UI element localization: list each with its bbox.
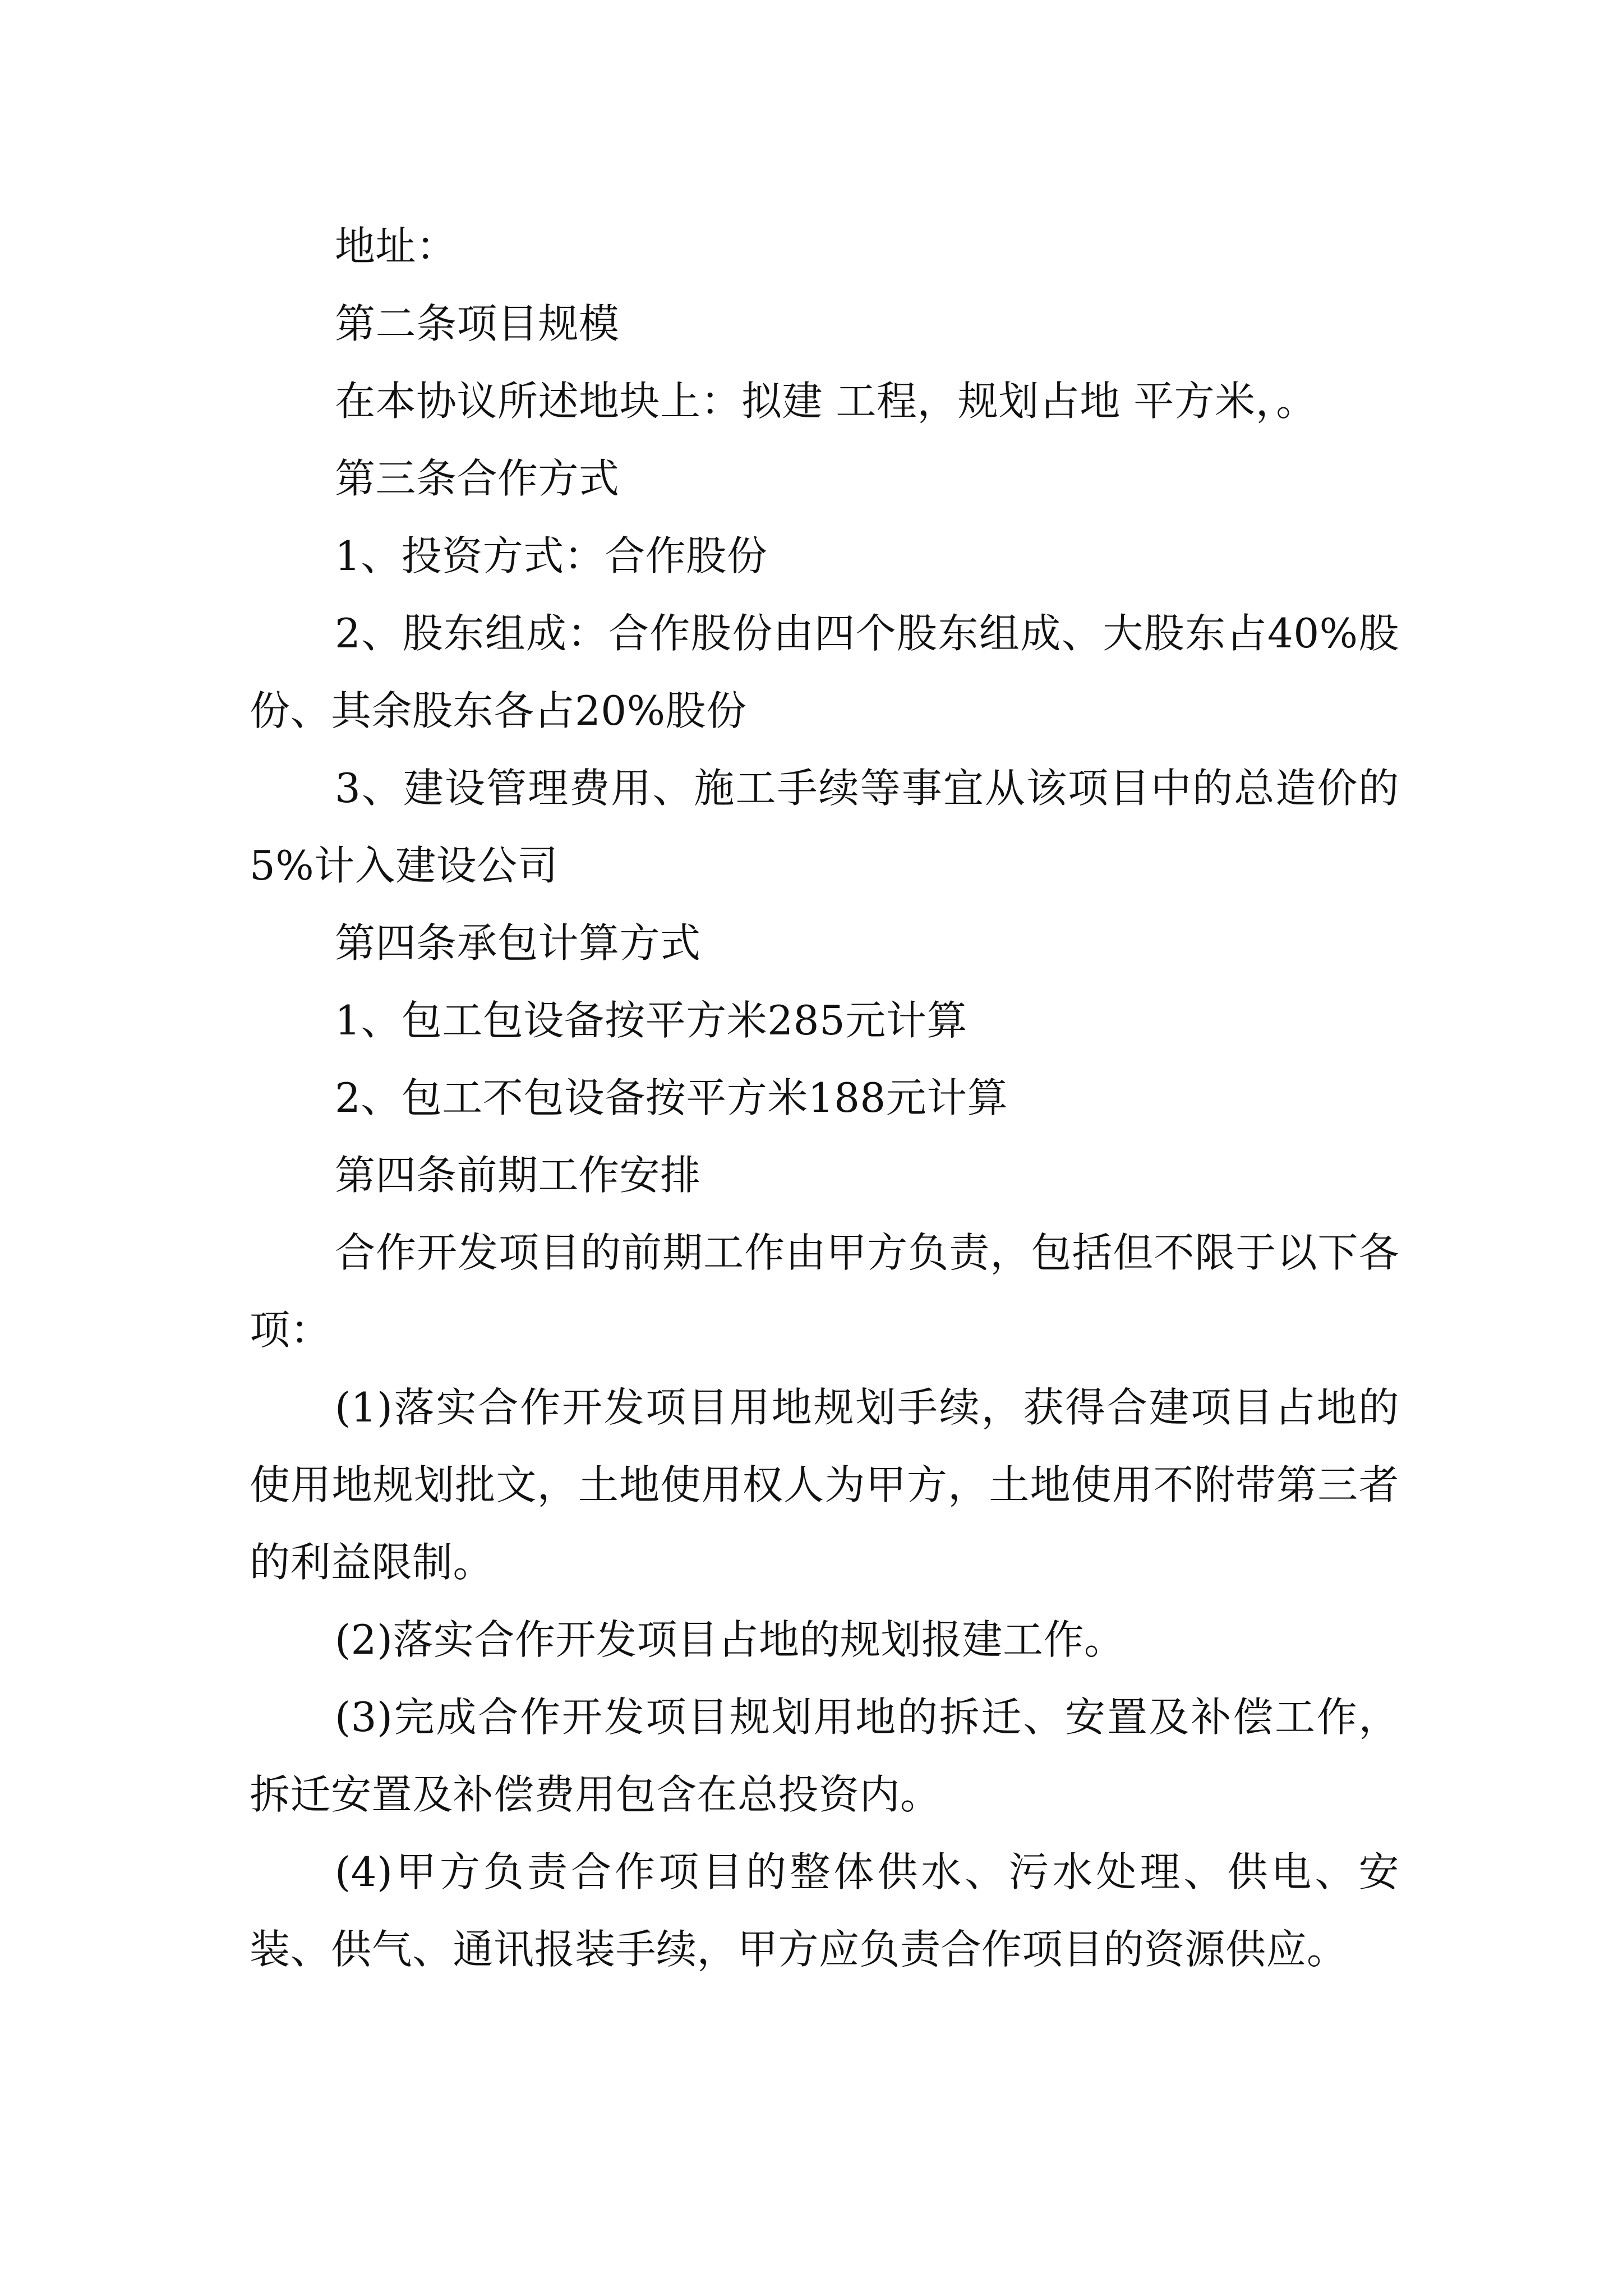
article-4b-item-2: (2)落实合作开发项目占地的规划报建工作。 [335,1616,1125,1663]
article-4-item-1: 1、包工包设备按平方米285元计算 [335,997,967,1044]
document-body [250,208,1399,1988]
article-3-item-1: 1、投资方式：合作股份 [335,532,768,579]
article-4b-item-1: (1)落实合作开发项目用地规划手续，获得合建项目占地的使用地规划批文，土地使用权人为甲方，土地使用不附带第三者的利益限制。 [250,1384,1399,1586]
article-3-item-2: 2、股东组成：合作股份由四个股东组成、大股东占40%股份、其余股东各占20%股份 [250,610,1399,734]
article-4b-item-3: (3)完成合作开发项目规划用地的拆迁、安置及补偿工作，拆迁安置及补偿费用包含在总投资内。 [250,1694,1399,1818]
article-4b-heading: 第四条前期工作安排 [335,1152,701,1199]
article-3-heading: 第三条合作方式 [335,455,620,502]
article-2-content: 在本协议所述地块上：拟建 工程，规划占地 平方米，。 [335,378,1317,425]
article-4b-intro: 合作开发项目的前期工作由甲方负责，包括但不限于以下各项： [250,1229,1399,1354]
article-4-item-2: 2、包工不包设备按平方米188元计算 [335,1074,1008,1121]
address-line: 地址： [335,223,457,270]
article-3-item-3: 3、建设管理费用、施工手续等事宜从该项目中的总造价的5%计入建设公司 [250,765,1399,889]
article-2-heading: 第二条项目规模 [335,300,620,347]
article-4b-item-4: (4)甲方负责合作项目的整体供水、污水处理、供电、安装、供气、通讯报装手续，甲方应负责合作项目的资源供应。 [250,1848,1399,1973]
article-4-heading: 第四条承包计算方式 [335,919,701,967]
